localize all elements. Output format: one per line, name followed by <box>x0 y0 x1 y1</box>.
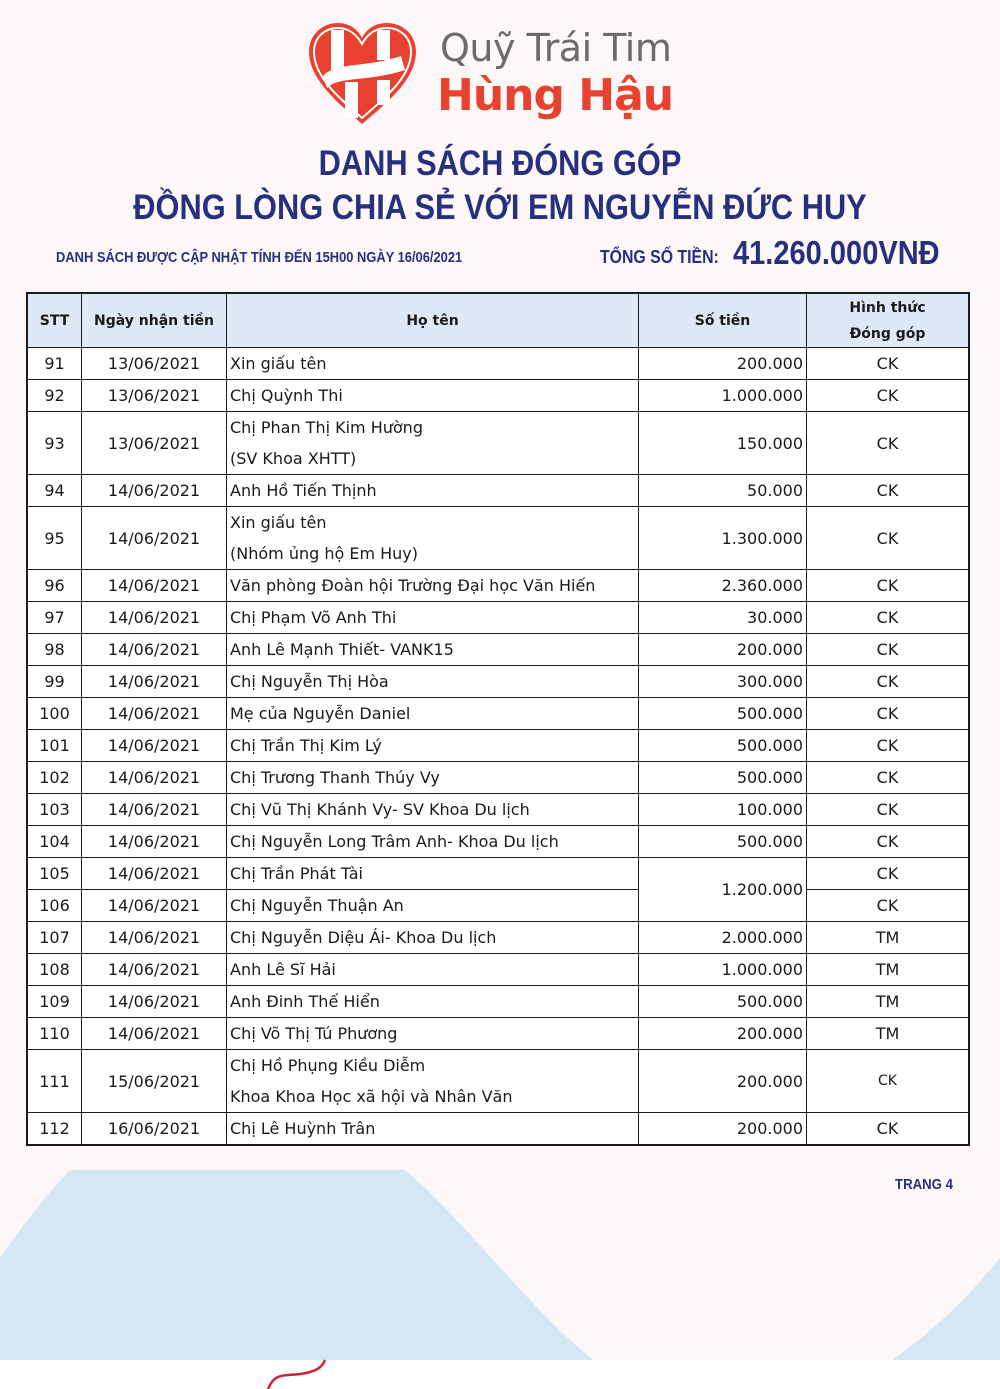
cell-stt: 102 <box>27 762 82 794</box>
cell-method: CK <box>807 634 970 666</box>
table-body <box>27 348 969 1146</box>
cell-method: TM <box>807 1018 970 1050</box>
cell-method: CK <box>807 858 970 890</box>
cell-name <box>227 890 639 922</box>
cell-amount: 200.000 <box>639 348 807 380</box>
cell-stt: 101 <box>27 730 82 762</box>
cell-name <box>227 922 639 954</box>
cell-amount: 500.000 <box>639 762 807 794</box>
page-number: TRANG 4 <box>895 1176 953 1193</box>
cell-name-line: Anh Lê Mạnh Thiết- VANK15 <box>230 640 454 659</box>
cell-date: 14/06/2021 <box>82 1018 227 1050</box>
cell-date: 13/06/2021 <box>82 348 227 380</box>
table-row <box>27 475 969 507</box>
cell-method: CK <box>807 730 970 762</box>
cell-name <box>227 762 639 794</box>
cell-stt: 104 <box>27 826 82 858</box>
table-row <box>27 1113 969 1146</box>
cell-name <box>227 794 639 826</box>
header-method <box>807 293 970 348</box>
cell-name-line: Xin giấu tên <box>230 513 327 532</box>
cell-amount: 200.000 <box>639 1050 807 1113</box>
cell-date: 14/06/2021 <box>82 858 227 890</box>
cell-method: TM <box>807 922 970 954</box>
table-row <box>27 507 969 570</box>
cell-date: 14/06/2021 <box>82 570 227 602</box>
cell-date: 14/06/2021 <box>82 602 227 634</box>
cell-stt: 110 <box>27 1018 82 1050</box>
cell-name-line: Anh Hồ Tiến Thịnh <box>230 481 377 500</box>
cell-amount: 300.000 <box>639 666 807 698</box>
cell-name <box>227 698 639 730</box>
table-row <box>27 602 969 634</box>
cell-name-line: Chị Quỳnh Thi <box>230 386 343 405</box>
table-row <box>27 954 969 986</box>
cell-date: 13/06/2021 <box>82 412 227 475</box>
cell-name <box>227 730 639 762</box>
cell-name-line: Mẹ của Nguyễn Daniel <box>230 704 411 723</box>
cell-name <box>227 602 639 634</box>
cell-method: CK <box>807 666 970 698</box>
cell-name-line: Xin giấu tên <box>230 354 327 373</box>
cell-name <box>227 634 639 666</box>
header-date: Ngày nhận tiền <box>82 293 227 348</box>
cell-name-line: Chị Hồ Phụng Kiều Diễm <box>230 1056 426 1075</box>
cell-amount: 1.300.000 <box>639 507 807 570</box>
cell-stt: 95 <box>27 507 82 570</box>
cell-name <box>227 954 639 986</box>
bottom-strip <box>0 1360 1000 1389</box>
cell-stt: 105 <box>27 858 82 890</box>
cell-name <box>227 570 639 602</box>
header-amount: Số tiền <box>639 293 807 348</box>
cell-date: 16/06/2021 <box>82 1113 227 1146</box>
cell-stt: 107 <box>27 922 82 954</box>
table-row <box>27 762 969 794</box>
cell-name <box>227 475 639 507</box>
cell-stt: 103 <box>27 794 82 826</box>
cell-amount: 1.000.000 <box>639 380 807 412</box>
cell-stt: 96 <box>27 570 82 602</box>
cell-stt: 98 <box>27 634 82 666</box>
cell-name-line: Chị Nguyễn Thị Hòa <box>230 672 389 691</box>
table-row <box>27 698 969 730</box>
table-row <box>27 1018 969 1050</box>
cell-name-line: Chị Trần Phát Tài <box>230 864 363 883</box>
cell-amount: 2.360.000 <box>639 570 807 602</box>
page-title: DANH SÁCH ĐÓNG GÓP <box>318 144 682 183</box>
table-row <box>27 412 969 475</box>
cell-amount: 1.200.000 <box>639 858 807 922</box>
cell-name <box>227 412 639 475</box>
cell-name <box>227 826 639 858</box>
total-label: TỔNG SỐ TIỀN: <box>600 247 719 267</box>
cell-name-line: (Nhóm ủng hộ Em Huy) <box>230 544 419 563</box>
table-row <box>27 986 969 1018</box>
cell-amount: 200.000 <box>639 1113 807 1146</box>
cell-stt: 97 <box>27 602 82 634</box>
cell-date: 14/06/2021 <box>82 730 227 762</box>
cell-name-line: Chị Nguyễn Long Trâm Anh- Khoa Du lịch <box>230 832 559 851</box>
cell-amount: 500.000 <box>639 698 807 730</box>
cell-name-line: Anh Lê Sĩ Hải <box>230 960 336 979</box>
logo-text-line2: Hùng Hậu <box>437 70 674 121</box>
cell-date: 14/06/2021 <box>82 698 227 730</box>
cell-method: CK <box>807 698 970 730</box>
cell-date: 14/06/2021 <box>82 954 227 986</box>
table-row <box>27 380 969 412</box>
cell-amount: 50.000 <box>639 475 807 507</box>
cell-amount: 2.000.000 <box>639 922 807 954</box>
cell-name-line: Chị Nguyễn Diệu Ái- Khoa Du lịch <box>230 928 497 947</box>
cell-method: CK <box>807 762 970 794</box>
cell-stt: 112 <box>27 1113 82 1146</box>
cell-name <box>227 666 639 698</box>
cell-stt: 93 <box>27 412 82 475</box>
cell-name-line: Chị Vũ Thị Khánh Vy- SV Khoa Du lịch <box>230 800 530 819</box>
cell-name-line: Khoa Khoa Học xã hội và Nhân Văn <box>230 1087 513 1106</box>
cell-date: 14/06/2021 <box>82 922 227 954</box>
cell-method: CK <box>807 602 970 634</box>
cell-name-line: Chị Phan Thị Kim Hường <box>230 418 423 437</box>
cell-amount: 500.000 <box>639 730 807 762</box>
cell-amount: 500.000 <box>639 986 807 1018</box>
cell-amount: 100.000 <box>639 794 807 826</box>
cell-name-line: Chị Trần Thị Kim Lý <box>230 736 382 755</box>
cell-method: TM <box>807 986 970 1018</box>
cell-method: CK <box>807 1050 970 1113</box>
cell-date: 15/06/2021 <box>82 1050 227 1113</box>
total-value: 41.260.000VNĐ <box>733 234 940 271</box>
cell-method: CK <box>807 507 970 570</box>
table-row <box>27 570 969 602</box>
cell-stt: 94 <box>27 475 82 507</box>
cell-name-line: Văn phòng Đoàn hội Trường Đại học Văn Hiến <box>230 576 596 595</box>
cell-name-line: (SV Khoa XHTT) <box>230 449 357 468</box>
table-row <box>27 922 969 954</box>
cell-date: 14/06/2021 <box>82 634 227 666</box>
cell-stt: 109 <box>27 986 82 1018</box>
page-subtitle: ĐỒNG LÒNG CHIA SẺ VỚI EM NGUYỄN ĐỨC HUY <box>133 188 867 227</box>
table-row <box>27 634 969 666</box>
cell-amount: 1.000.000 <box>639 954 807 986</box>
cell-date: 14/06/2021 <box>82 666 227 698</box>
table-header-row <box>27 293 969 348</box>
cell-name <box>227 858 639 890</box>
cell-method: CK <box>807 412 970 475</box>
cell-name-line: Chị Nguyễn Thuận An <box>230 896 404 915</box>
cell-stt: 106 <box>27 890 82 922</box>
cell-method: CK <box>807 794 970 826</box>
cell-name-line: Chị Võ Thị Tú Phương <box>230 1024 398 1043</box>
cell-amount: 200.000 <box>639 634 807 666</box>
update-note: DANH SÁCH ĐƯỢC CẬP NHẬT TÍNH ĐẾN 15H00 NGÀY 16/06/2021 <box>56 249 463 266</box>
cell-date: 14/06/2021 <box>82 762 227 794</box>
cell-name <box>227 348 639 380</box>
cell-name <box>227 1050 639 1113</box>
cell-method: CK <box>807 570 970 602</box>
table-row <box>27 348 969 380</box>
cell-name <box>227 1018 639 1050</box>
cell-method: TM <box>807 954 970 986</box>
donations-table <box>26 292 970 1146</box>
cell-name-line: Chị Trương Thanh Thúy Vy <box>230 768 440 787</box>
cell-name-line: Chị Lê Huỳnh Trân <box>230 1119 376 1138</box>
background-wave-shape <box>0 1170 1000 1389</box>
cell-name <box>227 507 639 570</box>
fund-logo <box>305 20 705 130</box>
table-row <box>27 858 969 890</box>
table-row <box>27 1050 969 1113</box>
cell-method: CK <box>807 348 970 380</box>
header-method-line1: Hình thức <box>849 299 926 316</box>
table-row <box>27 794 969 826</box>
cell-name <box>227 380 639 412</box>
cell-date: 14/06/2021 <box>82 507 227 570</box>
cell-method: CK <box>807 1113 970 1146</box>
cell-date: 13/06/2021 <box>82 380 227 412</box>
cell-stt: 92 <box>27 380 82 412</box>
header-stt: STT <box>27 293 82 348</box>
cell-method: CK <box>807 380 970 412</box>
header-name: Họ tên <box>227 293 639 348</box>
cell-stt: 108 <box>27 954 82 986</box>
heart-logo-icon <box>305 20 420 128</box>
cell-stt: 99 <box>27 666 82 698</box>
cell-stt: 100 <box>27 698 82 730</box>
table-row <box>27 730 969 762</box>
cell-amount: 200.000 <box>639 1018 807 1050</box>
cell-method: CK <box>807 475 970 507</box>
table-row <box>27 666 969 698</box>
cell-date: 14/06/2021 <box>82 794 227 826</box>
cell-name-line: Anh Đinh Thế Hiển <box>230 992 380 1011</box>
table-row <box>27 890 969 922</box>
cell-method: CK <box>807 890 970 922</box>
cell-method: CK <box>807 826 970 858</box>
cell-name <box>227 1113 639 1146</box>
cell-date: 14/06/2021 <box>82 475 227 507</box>
cell-amount: 30.000 <box>639 602 807 634</box>
header-method-line2: Đóng góp <box>849 325 926 342</box>
cell-date: 14/06/2021 <box>82 986 227 1018</box>
cell-name-line: Chị Phạm Võ Anh Thi <box>230 608 397 627</box>
logo-text-line1: Quỹ Trái Tim <box>440 26 672 70</box>
cell-date: 14/06/2021 <box>82 890 227 922</box>
cell-amount: 150.000 <box>639 412 807 475</box>
table-row <box>27 826 969 858</box>
cell-name <box>227 986 639 1018</box>
cell-amount: 500.000 <box>639 826 807 858</box>
cell-stt: 111 <box>27 1050 82 1113</box>
cell-stt: 91 <box>27 348 82 380</box>
cell-date: 14/06/2021 <box>82 826 227 858</box>
